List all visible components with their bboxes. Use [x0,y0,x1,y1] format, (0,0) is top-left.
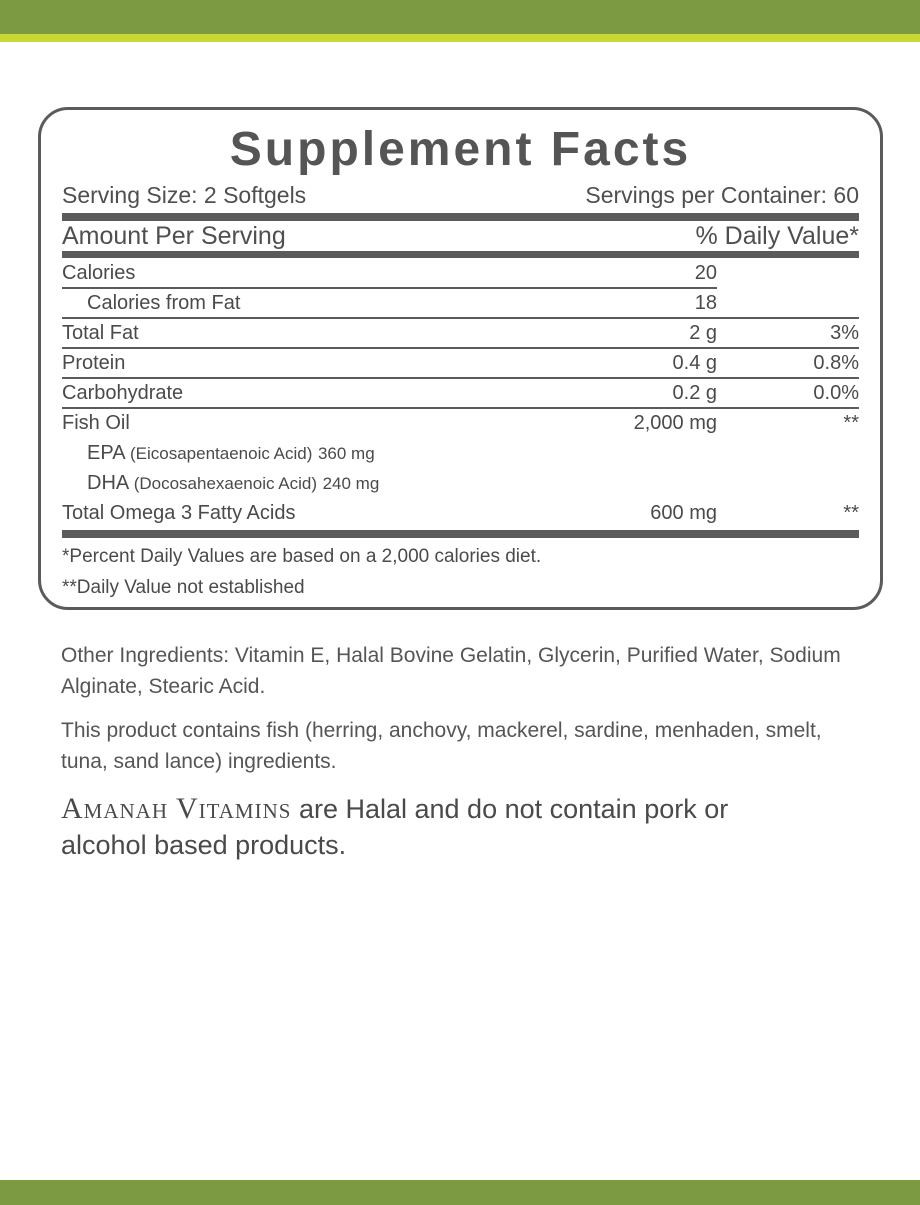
nutrient-table [62,258,859,528]
halal-statement [61,791,821,863]
nutrient-amount: 2 g [689,322,717,344]
top-accent-stripe [0,34,920,42]
top-color-band [0,0,920,34]
nutrient-name [87,442,375,465]
nutrient-daily-value: 3% [830,322,859,344]
nutrient-daily-value: 0.8% [813,352,859,374]
nutrient-daily-value: ** [843,502,859,524]
nutrient-row-epa [62,438,859,468]
nutrient-amount: 600 mg [650,502,717,524]
halal-statement-text: are Halal and do not contain pork or alcohol based products. [61,794,729,860]
nutrient-row-protein [62,348,859,378]
facts-title: Supplement Facts [229,123,692,176]
nutrient-amount: 18 [694,292,717,314]
brand-name: Amanah Vitamins [61,792,292,825]
nutrient-row-carbohydrate [62,378,859,408]
nutrient-row-fish-oil [62,408,859,438]
nutrient-name: Calories from Fat [87,292,241,314]
nutrient-amount: 0.2 g [672,382,717,404]
nutrient-name: Protein [62,352,126,374]
nutrient-name: Fish Oil [62,412,130,434]
nutrient-name: Total Omega 3 Fatty Acids [62,502,296,524]
nutrient-abbrev: EPA [87,442,125,464]
other-ingredients: Other Ingredients: Vitamin E, Halal Bovine Gelatin, Glycerin, Purified Water, Sodium Alginate, Stearic Acid. [61,644,841,698]
nutrient-name: Calories [62,262,136,284]
serving-size: Serving Size: 2 Softgels [62,182,307,208]
nutrient-daily-value: 0.0% [813,382,859,404]
nutrient-amount: 20 [694,262,717,284]
nutrient-abbrev: DHA [87,472,129,494]
nutrient-row-dha [62,468,859,498]
daily-value-label: % Daily Value* [695,222,859,250]
amount-per-serving-label: Amount Per Serving [62,222,286,250]
thick-divider [62,251,859,258]
nutrient-name: Carbohydrate [62,382,184,404]
nutrient-full-name: (Docosahexaenoic Acid) [133,474,318,493]
servings-per-container: Servings per Container: 60 [585,182,859,208]
nutrient-name [87,472,379,495]
nutrient-full-name: (Eicosapentaenoic Acid) [130,444,313,463]
supplement-facts-panel [38,107,883,610]
nutrient-amount: 2,000 mg [633,412,717,434]
allergen-note: This product contains fish (herring, anchovy, mackerel, sardine, menhaden, smelt, tuna, sand lance) ingredients. [61,719,822,773]
nutrient-row-calories-from-fat [62,288,859,318]
thick-divider [62,530,859,538]
amount-header [62,220,859,251]
nutrient-row-calories [62,258,859,288]
footnote-not-established: **Daily Value not established [62,577,305,598]
nutrient-daily-value: ** [843,412,859,434]
nutrient-amount: 240 mg [322,474,380,493]
bottom-color-band [0,1180,920,1205]
nutrient-amount: 360 mg [317,444,375,463]
footnote-daily-values: *Percent Daily Values are based on a 2,000 calories diet. [62,546,542,567]
serving-line [62,182,859,212]
nutrient-row-total-fat [62,318,859,348]
nutrient-amount: 0.4 g [672,352,717,374]
nutrient-name: Total Fat [62,322,139,344]
nutrient-row-total-omega-3 [62,498,859,528]
